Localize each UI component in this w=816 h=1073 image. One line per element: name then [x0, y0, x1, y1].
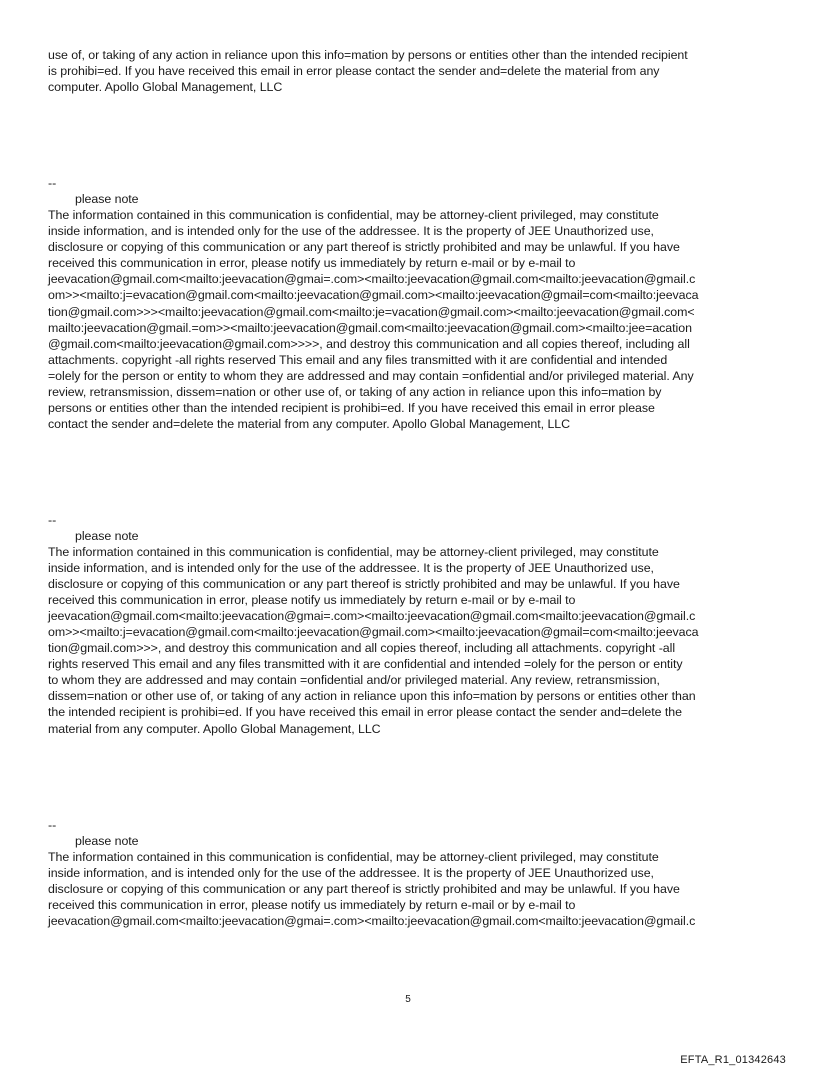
block-heading: please note	[75, 192, 139, 207]
block-heading: please note	[75, 833, 139, 848]
text-line: om>><mailto:j=evacation@gmail.com<mailto:jeevacation@gmail.com><mailto:jeevacation@gmail=com<mailto:jeevaca	[48, 625, 699, 640]
text-line: dissem=nation or other use of, or taking of any action in reliance upon this info=mation by persons or entities other than	[48, 689, 696, 704]
text-line: The information contained in this communication is confidential, may be attorney-client privileged, may constitute	[48, 849, 659, 864]
text-line: received this communication in error, please notify us immediately by return e-mail or by e-mail to	[48, 256, 576, 271]
disclaimer-block	[48, 817, 773, 929]
text-line: jeevacation@gmail.com<mailto:jeevacation@gmai=.com><mailto:jeevacation@gmail.com<mailto:jeevacation@gmail.c	[48, 913, 696, 928]
page-number: 5	[405, 994, 411, 1005]
text-line: jeevacation@gmail.com<mailto:jeevacation@gmai=.com><mailto:jeevacation@gmail.com<mailto:jeevacation@gmail.c	[48, 272, 696, 287]
text-line: tion@gmail.com>>>, and destroy this communication and all copies thereof, including all attachments. copyright -all	[48, 641, 676, 656]
text-line: use of, or taking of any action in reliance upon this info=mation by persons or entities other than the intended recipient	[48, 48, 688, 62]
text-line: disclosure or copying of this communication or any part thereof is strictly prohibited and may be unlawful. If you have	[48, 240, 680, 255]
text-line: rights reserved This email and any files transmitted with it are confidential and intended =olely for the person or entity	[48, 657, 683, 672]
text-line: received this communication in error, please notify us immediately by return e-mail or by e-mail to	[48, 897, 576, 912]
text-line: the intended recipient is prohibi=ed. If you have received this email in error please contact the sender and=delete the	[48, 705, 682, 720]
text-line: inside information, and is intended only for the use of the addressee. It is the property of JEE Unauthorized use,	[48, 561, 654, 576]
document-body	[48, 47, 773, 929]
bates-number: EFTA_R1_01342643	[680, 1054, 786, 1066]
text-line: is prohibi=ed. If you have received this email in error please contact the sender and=delete the material from any	[48, 64, 660, 79]
text-line: The information contained in this communication is confidential, may be attorney-client privileged, may constitute	[48, 208, 659, 223]
text-line: material from any computer. Apollo Global Management, LLC	[48, 721, 381, 736]
text-line: computer. Apollo Global Management, LLC	[48, 80, 283, 95]
text-line: contact the sender and=delete the material from any computer. Apollo Global Management, LLC	[48, 416, 571, 431]
text-line: mailto:jeevacation@gmail.=om>><mailto:jeevacation@gmail.com<mailto:jeevacation@gmail.com><mailto:jee=acation	[48, 320, 692, 335]
separator: --	[48, 512, 57, 527]
text-line: to whom they are addressed and may contain =onfidential and/or privileged material. Any review, retransmission,	[48, 673, 660, 688]
text-line: review, retransmission, dissem=nation or other use of, or taking of any action in reliance upon this info=mation by	[48, 384, 662, 399]
block-heading: please note	[75, 528, 139, 543]
text-line: received this communication in error, please notify us immediately by return e-mail or by e-mail to	[48, 593, 576, 608]
text-line: persons or entities other than the intended recipient is prohibi=ed. If you have received this email in error please	[48, 400, 655, 415]
text-line: disclosure or copying of this communication or any part thereof is strictly prohibited and may be unlawful. If you have	[48, 881, 680, 896]
disclaimer-fragment	[48, 47, 773, 95]
text-line: disclosure or copying of this communication or any part thereof is strictly prohibited and may be unlawful. If you have	[48, 577, 680, 592]
text-line: The information contained in this communication is confidential, may be attorney-client privileged, may constitute	[48, 544, 659, 559]
disclaimer-block	[48, 175, 773, 432]
separator: --	[48, 817, 57, 832]
separator: --	[48, 176, 57, 191]
text-line: inside information, and is intended only for the use of the addressee. It is the property of JEE Unauthorized use,	[48, 865, 654, 880]
text-line: om>><mailto:j=evacation@gmail.com<mailto:jeevacation@gmail.com><mailto:jeevacation@gmail=com<mailto:jeevaca	[48, 288, 699, 303]
text-line: inside information, and is intended only for the use of the addressee. It is the property of JEE Unauthorized use,	[48, 224, 654, 239]
text-line: =olely for the person or entity to whom they are addressed and may contain =onfidential and/or privileged material. Any	[48, 368, 694, 383]
disclaimer-block	[48, 512, 773, 737]
text-line: @gmail.com<mailto:jeevacation@gmail.com>>>>, and destroy this communication and all copies thereof, including all	[48, 336, 690, 351]
text-line: attachments. copyright -all rights reserved This email and any files transmitted with it are confidential and intended	[48, 352, 668, 367]
text-line: jeevacation@gmail.com<mailto:jeevacation@gmai=.com><mailto:jeevacation@gmail.com<mailto:jeevacation@gmail.c	[48, 609, 696, 624]
text-line: tion@gmail.com>>><mailto:jeevacation@gmail.com<mailto:je=vacation@gmail.com><mailto:jeevacation@gmail.com<	[48, 304, 695, 319]
